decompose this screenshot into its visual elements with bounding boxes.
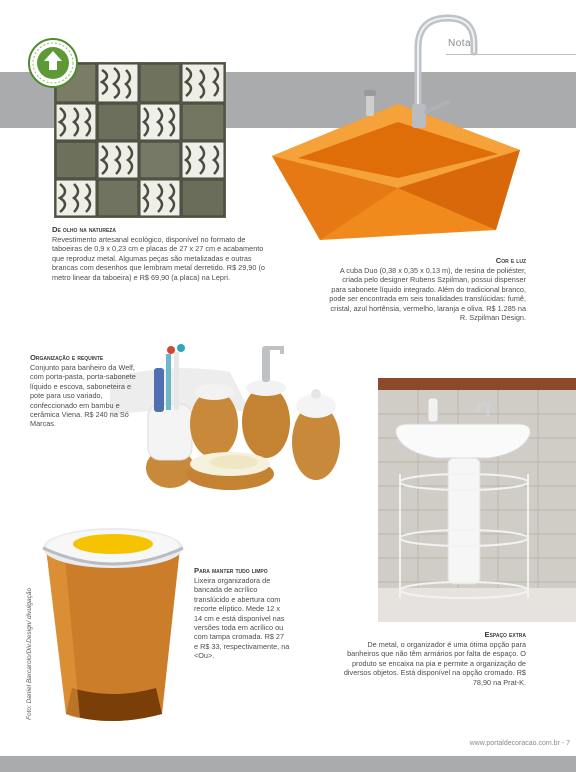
footer-band	[0, 756, 576, 772]
article-body-limpo: Lixeira organizadora de bancada de acrílico translúcido e abertura com recorte elíptico. Mede 12 x 14 cm e está disponível nas versões toda em acrílico ou com tampa cromada. R$ 27 e R$ 33, respectivamente, na <Ou>.	[194, 576, 290, 661]
page-footer[interactable]: www.portaldecoracao.com.br - 7	[469, 740, 570, 747]
bamboo-bath-set-photo	[110, 318, 376, 500]
article-title-limpo: Para manter tudo limpo	[194, 566, 268, 575]
article-body-cor: A cuba Duo (0,38 x 0,35 x 0,13 m), de resina de poliéster, criada pelo designer Rubens Szpilman, possui dispenser para sabonete líquido integrado. Além do tradicional branco, pode ser encontrada em seis tonalidades translúcidas: fumê, cristal, azul hortênsia, vermelho, laranja e oliva. R$ 1.285 na R. Szpilman Design.	[329, 266, 526, 323]
tile-photo	[54, 62, 226, 218]
article-title-organizacao: Organização e requinte	[30, 353, 104, 362]
orange-sink-photo	[268, 8, 524, 244]
article-title-cor: Cor e luz	[495, 256, 526, 265]
article-body-olho: Revestimento artesanal ecológico, disponível no formato de taboeiras de 0,9 x 0,23 cm e placas de 27 x 27 cm e acabamento que reproduz metal. Algumas peças são metalizadas e outras brancas com desenhos que lembram metal derretido. R$ 29,90 (o metro linear da taboeira) e R$ 69,90 (a placa) na Lepri.	[52, 235, 265, 282]
sink-organizer-photo	[378, 378, 576, 622]
article-body-espaco: De metal, o organizador é uma ótima opção para banheiros que não têm armários por falta de espaço. O produto se encaixa na pia e permite a organização de diversos objetos. Está disponível na opção cromado. R$ 78,90 na Prat-K.	[343, 640, 526, 687]
green-seal-logo	[28, 38, 78, 88]
article-title-olho: De olho na natureza	[52, 225, 116, 234]
article-title-espaco: Espaço extra	[484, 630, 526, 639]
section-title: Notas	[448, 38, 477, 49]
amber-trash-bin-photo	[36, 518, 190, 726]
article-body-organizacao: Conjunto para banheiro da Welf, com porta-pasta, porta-sabonete líquido e escova, saboneteira e pote para uso variado, confeccionado em bambu e cerâmica Viena. R$ 240 na Só Marcas.	[30, 363, 136, 429]
photo-credit: Foto: Daniel Barcarolo/Div.Design/ divulgação	[26, 587, 33, 720]
